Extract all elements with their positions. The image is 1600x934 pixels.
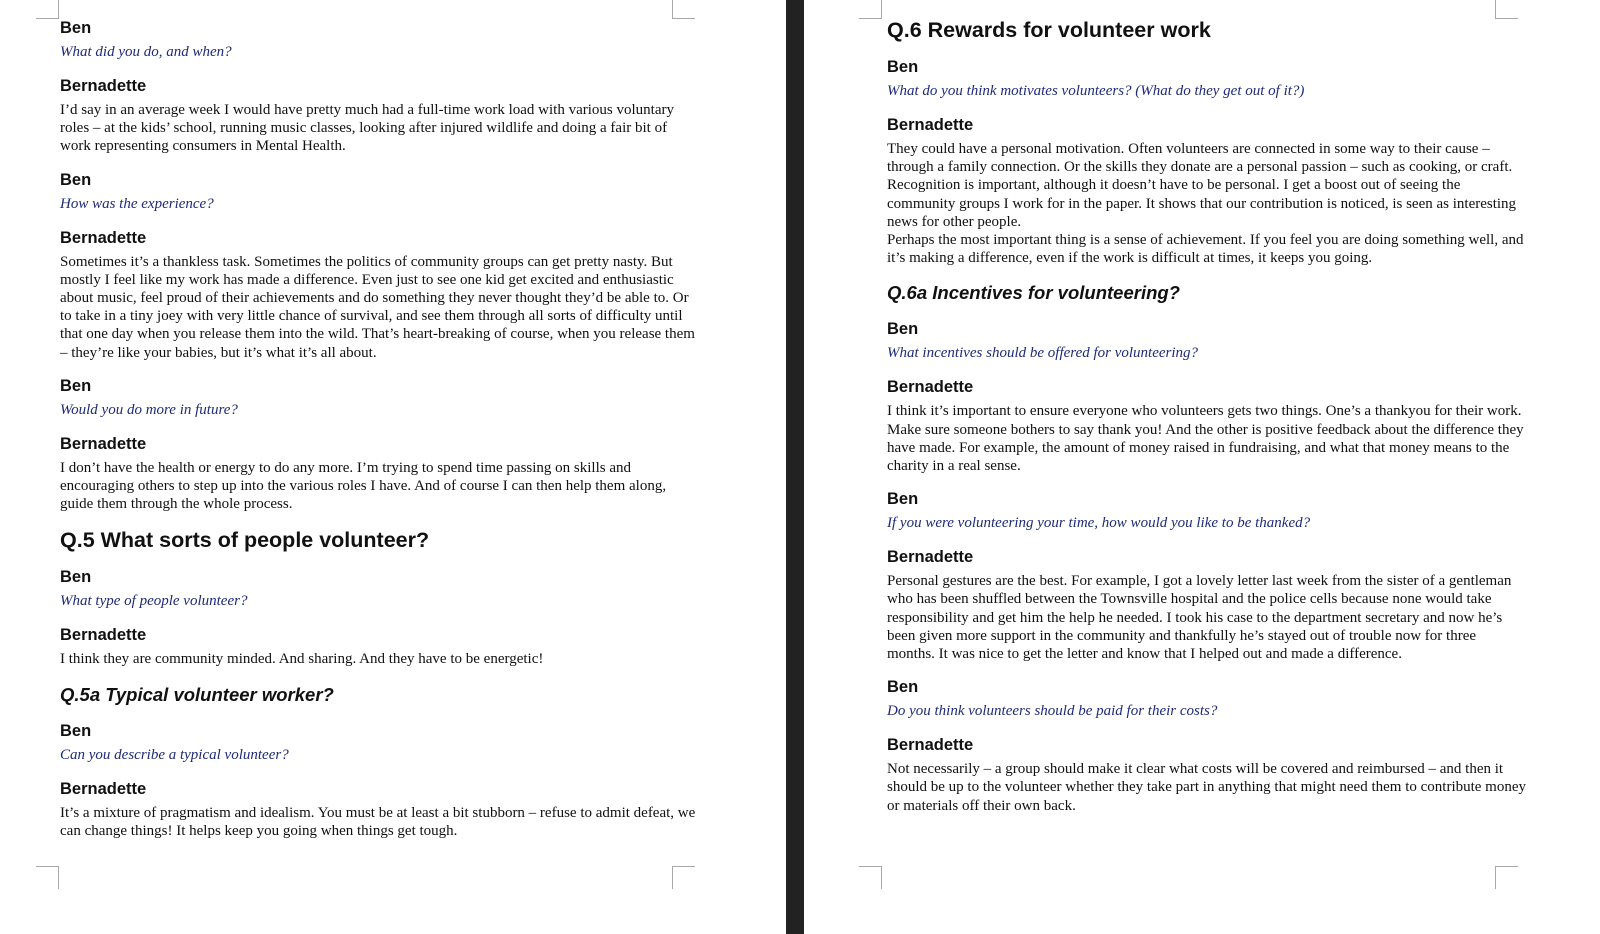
answer-paragraph: Perhaps the most important thing is a sense of achievement. If you feel you are doing something well, and it’s making a difference, even if the work is difficult at times, it keeps you going. (887, 232, 1524, 267)
answer-paragraph: I think they are community minded. And sharing. And they have to be energetic! (60, 651, 544, 668)
speaker-name: Ben (60, 376, 92, 395)
interview-answer (887, 760, 1527, 815)
answer-paragraph: Recognition is important, although it doesn’t have to be personal. I get a boost out of seeing the community groups I work for in the paper. It shows that our contribution is noticed, is seen as interesting news for other people. (887, 177, 1517, 230)
speaker-name: Ben (887, 678, 919, 697)
speaker-name: Ben (887, 490, 919, 509)
speaker-name: Bernadette (887, 378, 974, 397)
crop-mark (672, 0, 695, 19)
page-content (60, 18, 700, 854)
speaker-name: Ben (60, 568, 92, 587)
crop-mark (1495, 866, 1518, 889)
speaker-name: Bernadette (60, 779, 147, 798)
speaker-name: Bernadette (887, 116, 974, 134)
interview-answer (887, 572, 1527, 663)
dialogue-blocks (60, 567, 700, 668)
answer-paragraph: They could have a personal motivation. Often volunteers are connected in some way to their cause – through a family connection. Or the skills they donate are a personal passion – such as cooking, or craft. (887, 141, 1513, 176)
speaker-name: Ben (60, 721, 92, 740)
crop-mark (36, 866, 59, 889)
document-page-left (0, 0, 786, 934)
section-heading-q5: Q.5 What sorts of people volunteer? (60, 528, 430, 553)
subsection-heading-q6a: Q.6a Incentives for volunteering? (887, 282, 1180, 304)
crop-mark (672, 866, 695, 889)
interview-answer (887, 140, 1527, 267)
crop-mark (859, 0, 882, 19)
speaker-name: Bernadette (60, 434, 147, 453)
interview-question: How was the experience? (60, 195, 214, 212)
speaker-name: Bernadette (887, 736, 974, 755)
interview-answer (60, 650, 700, 668)
speaker-name: Bernadette (60, 626, 147, 645)
interview-question: Would you do more in future? (60, 401, 238, 418)
interview-answer (60, 804, 700, 840)
interview-answer (60, 101, 700, 156)
page-gutter (786, 0, 804, 934)
speaker-name: Bernadette (60, 77, 147, 95)
dialogue-blocks (887, 57, 1527, 267)
interview-question: Do you think volunteers should be paid for their costs? (887, 703, 1218, 720)
answer-paragraph: Sometimes it’s a thankless task. Sometimes the politics of community groups can get pretty nasty. But mostly I feel like my work has made a difference. Even just to see one kid get excited and enthusiastic about music, feel proud of their achievements and do something they never thought they’d be able to. Or to take in a tiny joey with very little chance of survival, and see them through all sorts of difficulty until that one day when you release them into the wild. That’s heart-breaking of course, when you release them – they’re like your babies, but it’s what it’s all about. (60, 253, 695, 361)
interview-question: If you were volunteering your time, how would you like to be thanked? (887, 515, 1311, 532)
interview-answer (887, 402, 1527, 475)
interview-question: What type of people volunteer? (60, 593, 248, 610)
section-heading-q6: Q.6 Rewards for volunteer work (887, 18, 1211, 42)
interview-question: What incentives should be offered for volunteering? (887, 345, 1199, 362)
page-content (887, 17, 1527, 829)
speaker-name: Bernadette (60, 228, 147, 247)
dialogue-blocks (887, 319, 1527, 814)
answer-paragraph: I don’t have the health or energy to do any more. I’m trying to spend time passing on skills and encouraging others to step up into the various roles I have. And of course I can then help them along, guide them through the whole process. (60, 459, 667, 513)
speaker-name: Ben (60, 170, 92, 189)
interview-question: What do you think motivates volunteers? (What do they get out of it?) (887, 83, 1305, 99)
document-page-right (804, 0, 1600, 934)
answer-paragraph: Personal gestures are the best. For example, I got a lovely letter last week from the sister of a gentleman who has been shuffled between the Townsville hospital and the police cells because none would take responsibility and get him the help he needed. I took his case to the department secretary and now he’s been given more support in the community and thankfully he’s stayed out of trouble now for three months. It was nice to get the letter and know that I helped out and made a difference. (887, 573, 1512, 663)
speaker-name: Ben (887, 58, 919, 76)
speaker-name: Ben (887, 320, 919, 339)
answer-paragraph: Not necessarily – a group should make it clear what costs will be covered and reimbursed – and then it should be up to the volunteer whether they take part in anything that might need them to contribute money or materials off their own back. (887, 761, 1527, 814)
interview-answer (60, 459, 700, 514)
answer-paragraph: I’d say in an average week I would have pretty much had a full-time work load with various voluntary roles – at the kids’ school, running music classes, looking after injured wildlife and doing a fair bit of work representing consumers in Mental Health. (60, 102, 674, 155)
crop-mark (859, 866, 882, 889)
interview-question: Can you describe a typical volunteer? (60, 746, 289, 763)
speaker-name: Bernadette (887, 548, 974, 567)
answer-paragraph: It’s a mixture of pragmatism and idealism. You must be at least a bit stubborn – refuse to admit defeat, we can change things! It helps keep you going when things get tough. (60, 804, 696, 839)
subsection-heading-q5a: Q.5a Typical volunteer worker? (60, 683, 334, 705)
speaker-name: Ben (60, 19, 92, 37)
dialogue-blocks (60, 721, 700, 840)
answer-paragraph: I think it’s important to ensure everyone who volunteers gets two things. One’s a thankyou for their work. Make sure someone bothers to say thank you! And the other is positive feedback about the difference they have made. For example, the amount of money raised in fundraising, and what that money means to the charity in a real sense. (887, 403, 1524, 475)
interview-answer (60, 253, 700, 362)
crop-mark (36, 0, 59, 19)
interview-question: What did you do, and when? (60, 44, 232, 60)
dialogue-blocks (60, 18, 700, 513)
